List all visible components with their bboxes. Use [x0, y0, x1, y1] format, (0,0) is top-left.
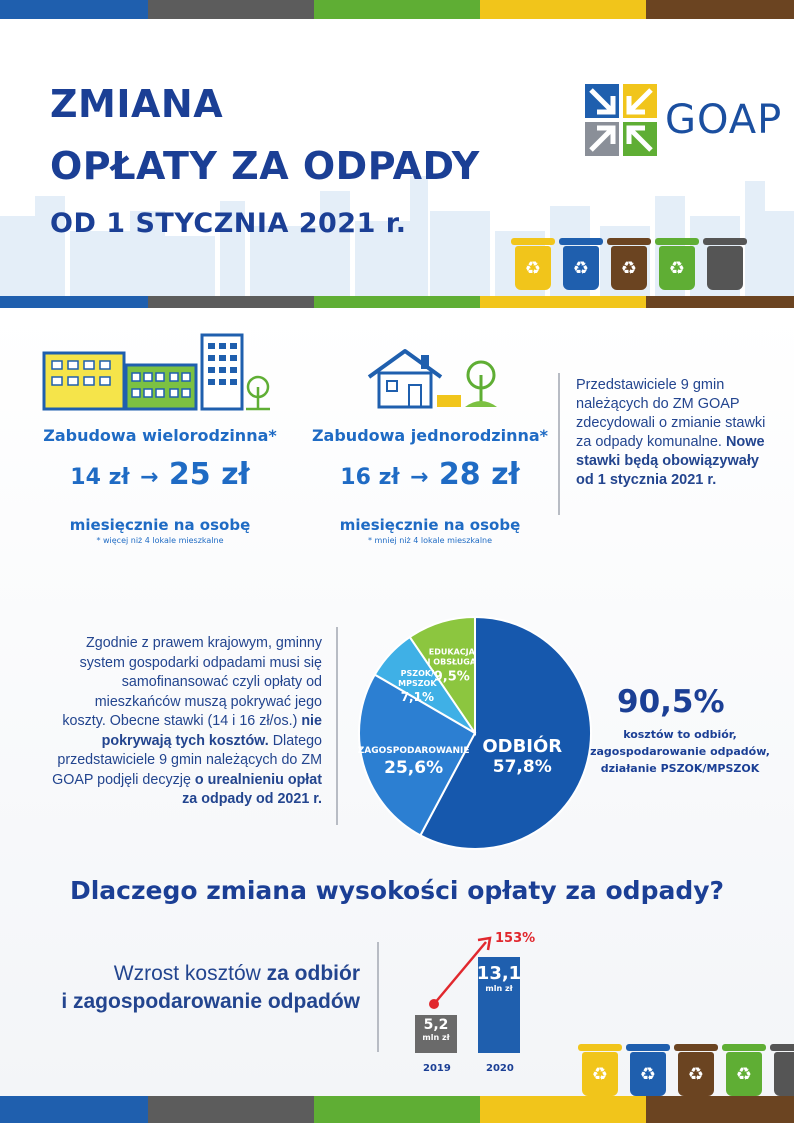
bottom-color-stripe: [0, 1096, 794, 1123]
pie-label-2: PSZOK/: [400, 669, 435, 679]
growth-percent: 153%: [495, 931, 536, 946]
growth-text-za: za: [266, 962, 289, 985]
arrow-icon: →: [140, 465, 159, 490]
yellow-bin-icon: ♻: [582, 1052, 618, 1096]
waste-bins-header: [515, 246, 743, 290]
single-period: miesięcznie na osobę: [339, 516, 521, 534]
year-label-2019: 2019: [423, 1063, 451, 1074]
divider: [336, 627, 338, 825]
single-family-price: [300, 457, 560, 492]
growth-arrow-icon: [428, 934, 498, 1010]
brown-bin-icon: ♻: [611, 246, 647, 290]
bar-value-2020: 13,1: [476, 963, 522, 984]
divider: [558, 373, 560, 515]
waste-bins-footer: [582, 1052, 794, 1096]
bar-value-2019: 5,2: [423, 1017, 449, 1033]
growth-text-odbior: odbiór: [294, 962, 360, 985]
growth-line-2: i zagospodarowanie odpadów: [61, 990, 360, 1013]
multi-family-label: Zabudowa wielorodzinna*: [43, 426, 277, 445]
arrow-icon: →: [410, 465, 429, 490]
summary-line-1: kosztów to odbiór,: [623, 728, 737, 741]
explanation-part1: Zgodnie z prawem krajowym, gminny system gospodarki odpadami musi się samofinansować czyli opłaty od mieszkańców muszą pokrywać jego koszty. Obecne stawki (14 i 16 zł/os.): [62, 635, 322, 729]
announcement-bold: Nowe stawki będą obowiązywały od 1 stycznia 2021 r.: [576, 434, 765, 488]
pie-value-3: 9,5%: [433, 669, 470, 685]
cost-growth-text: [60, 960, 360, 1016]
multi-family-price: [30, 457, 290, 492]
gray-bin-icon: [774, 1052, 794, 1096]
cost-structure-pie-chart: [356, 614, 594, 852]
title-line-1: ZMIANA: [50, 82, 224, 126]
multi-period: miesięcznie na osobę: [69, 516, 251, 534]
announcement-text: [576, 376, 776, 490]
divider: [377, 942, 379, 1052]
blue-bin-icon: ♻: [563, 246, 599, 290]
pie-label-2: MPSZOK: [398, 679, 437, 689]
green-bin-icon: ♻: [659, 246, 695, 290]
single-old-price: 16 zł: [340, 465, 400, 490]
apartment-buildings-icon: [40, 333, 272, 411]
house-icon: [365, 347, 505, 411]
goap-logo: [585, 84, 782, 156]
single-new-price: 28 zł: [438, 457, 520, 492]
summary-percent: 90,5%: [617, 684, 725, 720]
top-color-stripe: [0, 0, 794, 19]
multi-new-price: 25 zł: [168, 457, 250, 492]
pie-value-1: 25,6%: [384, 757, 444, 778]
summary-description: [590, 726, 770, 777]
explanation-paragraph: [50, 634, 322, 810]
multi-old-price: 14 zł: [70, 465, 130, 490]
bar-unit-2019: mln zł: [422, 1033, 450, 1042]
pie-value-0: 57,8%: [492, 756, 552, 777]
summary-line-3: działanie PSZOK/MPSZOK: [600, 762, 760, 775]
announcement-regular: Przedstawiciele 9 gmin należących do ZM GOAP zdecydowali o zmianie stawki za odpady komunalne.: [576, 377, 766, 450]
multi-footnote: * więcej niż 4 lokale mieszkalne: [96, 536, 224, 545]
blue-bin-icon: ♻: [630, 1052, 666, 1096]
question-heading: Dlaczego zmiana wysokości opłaty za odpady?: [69, 876, 725, 905]
green-bin-icon: ♻: [726, 1052, 762, 1096]
pie-label-0: ODBIÓR: [482, 735, 563, 757]
growth-text: Wzrost kosztów: [113, 962, 261, 985]
summary-line-2: zagospodarowanie odpadów,: [590, 745, 770, 758]
gray-bin-icon: [707, 246, 743, 290]
logo-text: GOAP: [665, 97, 783, 143]
explanation-bold1: nie pokrywają tych kosztów.: [101, 713, 322, 749]
year-label-2020: 2020: [486, 1063, 514, 1074]
bar-unit-2020: mln zł: [485, 984, 513, 993]
explanation-bold2: o urealnieniu opłat za odpady od 2021 r.: [182, 771, 322, 807]
pie-label-3: I OBSŁUGA: [427, 657, 477, 667]
brown-bin-icon: ♻: [678, 1052, 714, 1096]
pie-label-3: EDUKACJA: [428, 647, 475, 657]
bar-2019: [415, 1015, 457, 1053]
goap-logo-icon: [585, 84, 657, 156]
explanation-part2: Dlatego przedstawiciele 9 gmin należących do ZM GOAP podjęli decyzję: [52, 732, 322, 788]
single-footnote: * mniej niż 4 lokale mieszkalne: [367, 536, 493, 545]
yellow-bin-icon: ♻: [515, 246, 551, 290]
title-line-2: OPŁATY ZA ODPADY: [50, 144, 480, 188]
single-family-label: Zabudowa jednorodzinna*: [311, 426, 549, 445]
pie-label-1: ZAGOSPODAROWANIE: [357, 745, 470, 756]
pie-value-2: 7,1%: [400, 690, 434, 705]
middle-color-stripe: [0, 296, 794, 308]
title-line-3: OD 1 STYCZNIA 2021 r.: [50, 208, 407, 239]
